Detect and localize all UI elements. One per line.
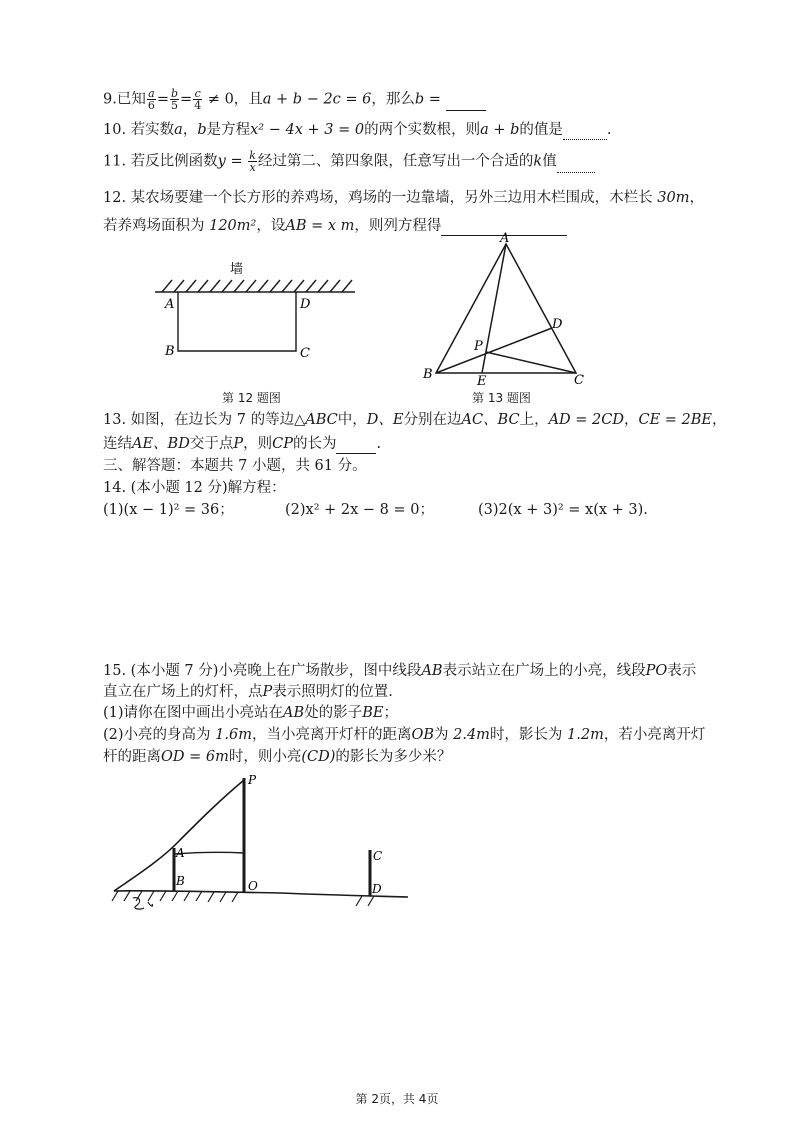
q15-t8: ； — [383, 705, 398, 721]
question-15-line-2 — [103, 682, 393, 702]
q9-condition: ≠ 0，且 — [203, 91, 263, 108]
q10-text2: 是方程 — [206, 122, 251, 138]
question-15-line-5 — [103, 747, 451, 767]
q10-text3: 的两个实数根，则 — [364, 122, 481, 138]
question-14-heading: 14. (本小题 12 分)解方程： — [103, 480, 286, 496]
q15-t5: 表示照明灯的位置. — [272, 684, 393, 700]
q10-ab: a + b — [480, 122, 520, 138]
label-B: B — [176, 874, 185, 888]
segment-BD — [436, 328, 552, 373]
figure-15 — [100, 770, 420, 930]
fraction-c4: $\frac{c}{4}$ — [194, 87, 202, 112]
label-P: P — [474, 339, 483, 354]
q13-t6: 连结 — [103, 436, 132, 452]
figure-12 — [150, 255, 370, 385]
q13-t4: ， — [624, 412, 639, 428]
q9-tail: = — [424, 91, 446, 108]
q13-cp: CP — [272, 436, 293, 452]
q9-number: 9. — [103, 91, 117, 108]
q13-t1: 中， — [337, 412, 367, 428]
page-footer: 第 2页，共 4页 — [355, 1092, 439, 1106]
q13-t3: 上， — [519, 412, 549, 428]
answer-blank-11[interactable] — [557, 158, 595, 173]
question-11 — [103, 150, 595, 173]
q15-t7: 处的影子 — [304, 705, 363, 721]
question-10: 10. 若实数a，b是方程x² − 4x + 3 = 0的两个实数根，则a + b的值是 . — [103, 122, 612, 138]
q15-ab2: AB — [283, 705, 305, 721]
q10-a: a — [174, 122, 183, 138]
q15-t2: 表示站立在广场上的小亮，线段 — [442, 663, 646, 679]
label-C: C — [373, 849, 383, 863]
q13-acbc: AC、BC — [461, 412, 520, 428]
q9-post: ，那么 — [371, 91, 415, 108]
q11-k: k — [533, 153, 543, 170]
q13-t7: 交于点 — [189, 436, 234, 452]
q11-text3: 值 — [542, 153, 557, 170]
triangle-ABC — [436, 244, 576, 373]
wall-hatching — [155, 280, 355, 292]
q11-text: 11. 若反比例函数 — [103, 153, 218, 170]
q15-p: P — [262, 684, 273, 700]
label-D: D — [300, 297, 311, 312]
q15-t13: ，若小亮离开灯 — [603, 727, 706, 743]
q13-text: 13. 如图，在边长为 7 的等边△ — [103, 412, 306, 428]
q10-mid: ， — [182, 122, 198, 138]
label-D: D — [372, 882, 382, 896]
q13-p: P — [233, 436, 244, 452]
q12-comma: ， — [689, 190, 704, 206]
answer-blank-13[interactable] — [336, 439, 376, 454]
question-15-line-3 — [103, 703, 398, 723]
handwritten-note: 2.4 — [134, 902, 154, 916]
q12-area: 120m² — [209, 218, 257, 234]
q15-shadow: 1.2m — [567, 727, 604, 743]
fraction-kx: $\frac{k}{x}$ — [249, 149, 256, 174]
q15-t4: 直立在广场上的灯杆，点 — [103, 684, 263, 700]
q12-text2: 若养鸡场面积为 — [103, 218, 210, 234]
q9-text: 已知 — [116, 91, 146, 108]
answer-blank-10[interactable] — [563, 125, 607, 140]
label-P: P — [248, 773, 257, 787]
q10-b: b — [197, 122, 207, 138]
question-13-line-2 — [103, 434, 381, 454]
q12-ab: AB = x m — [285, 218, 355, 234]
q15-t16: 的影长为多少米？ — [335, 749, 452, 765]
q10-text: 10. 若实数 — [103, 122, 175, 138]
q15-ob: OB — [411, 727, 435, 743]
q15-t10: ，当小亮离开灯杆的距离 — [251, 727, 412, 743]
q9-equation: a + b − 2c = 6 — [262, 91, 372, 108]
fraction-a6: $\frac{a}{6}$ — [147, 87, 155, 112]
question-9: 9.已知 $\frac{a}{6}$ = $\frac{b}{5}$ = $\frac{c}{4}$ ≠ 0，且a + b − 2c = 6，那么b = — [103, 88, 486, 111]
q10-text4: 的值是 — [519, 122, 563, 138]
label-D: D — [552, 317, 563, 332]
enclosure-rectangle — [178, 292, 296, 351]
wall-label: 墙 — [230, 262, 244, 277]
q13-t9: 的长为 — [292, 436, 337, 452]
label-A: A — [176, 846, 185, 860]
q13-t2: 分别在边 — [403, 412, 462, 428]
q15-dist: 2.4m — [453, 727, 490, 743]
q13-abc: ABC — [305, 412, 338, 428]
fraction-b5: $\frac{b}{5}$ — [171, 87, 179, 112]
q12-fence-length: 30m — [657, 190, 690, 206]
q13-t8: ，则 — [243, 436, 273, 452]
question-14-part-1: (1)(x − 1)² = 36； — [103, 502, 234, 518]
label-C: C — [300, 346, 310, 361]
question-15-line-4 — [103, 725, 705, 745]
q11-y: y = — [217, 153, 248, 170]
q15-t15: 时，则小亮 — [228, 749, 302, 765]
q12-text: 12. 某农场要建一个长方形的养鸡场，鸡场的一边靠墙，另外三边用木栏围成，木栏长 — [103, 190, 658, 206]
answer-blank-9[interactable] — [446, 96, 486, 111]
q12-text3: ，设 — [256, 218, 286, 234]
q15-cd: (CD) — [301, 749, 336, 765]
question-12-line-1 — [103, 188, 704, 208]
q15-t3: 表示 — [667, 663, 697, 679]
q13-de: D、E — [366, 412, 404, 428]
q15-t9: (2)小亮的身高为 — [103, 727, 216, 743]
label-B: B — [423, 367, 433, 382]
q15-t1: 15. (本小题 7 分)小亮晚上在广场散步，图中线段 — [103, 663, 422, 679]
q15-be: BE — [362, 705, 384, 721]
q13-ce: CE = 2BE — [638, 412, 713, 428]
question-15-line-1 — [103, 661, 696, 681]
label-O: O — [248, 879, 258, 893]
label-B: B — [165, 344, 175, 359]
q15-t11: 为 — [434, 727, 454, 743]
segment-CP — [486, 352, 576, 373]
q15-ab: AB — [421, 663, 443, 679]
q15-height: 1.6m — [215, 727, 252, 743]
ground-line — [114, 891, 408, 897]
question-13-line-1 — [103, 410, 727, 430]
q15-t6: (1)请你在图中画出小亮站在 — [103, 705, 284, 721]
label-A: A — [500, 231, 510, 246]
figure-12-caption: 第 12 题图 — [222, 391, 281, 405]
label-E: E — [477, 374, 487, 389]
figure-13-caption: 第 13 题图 — [472, 391, 531, 405]
question-14-part-2: (2)x² + 2x − 8 = 0； — [285, 502, 434, 518]
section-3-heading: 三、解答题：本题共 7 小题，共 61 分。 — [103, 458, 367, 474]
label-C: C — [574, 373, 584, 388]
q15-po: PO — [645, 663, 668, 679]
q10-equation: x² − 4x + 3 = 0 — [250, 122, 365, 138]
q13-period: . — [376, 436, 382, 452]
q15-od: OD = 6m — [161, 749, 229, 765]
label-A: A — [165, 297, 175, 312]
q13-t5: ， — [712, 412, 727, 428]
question-14-part-3: (3)2(x + 3)² = x(x + 3). — [478, 502, 648, 518]
q12-text4: ，则列方程得 — [354, 218, 442, 234]
q13-aebd: AE、BD — [132, 436, 190, 452]
q15-t14: 杆的距离 — [103, 749, 161, 765]
q15-t12: 时，影长为 — [489, 727, 568, 743]
q13-ad: AD = 2CD — [548, 412, 624, 428]
figure-13 — [420, 230, 600, 390]
q11-text2: 经过第二、第四象限，任意写出一个合适的 — [257, 153, 534, 170]
q9-var: b — [414, 91, 425, 108]
